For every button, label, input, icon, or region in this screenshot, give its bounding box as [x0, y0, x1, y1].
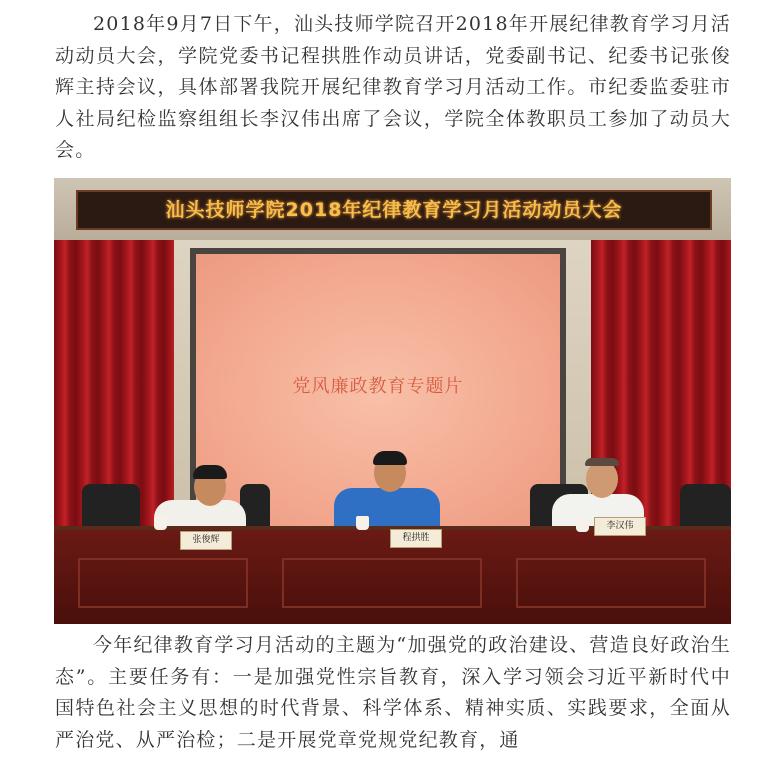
- nameplate-right: 李汉伟: [594, 517, 646, 536]
- article-paragraph-2: 今年纪律教育学习月活动的主题为“加强党的政治建设、营造良好政治生态”。主要任务有：一是加强党性宗旨教育，深入学习领会习近平新时代中国特色社会主义思想的时代背景、科学体系、精神实质、实践要求，全面从严治党、从严治检；二是开展党章党规党纪教育，通: [55, 634, 731, 751]
- screen-title: 党风廉政教育专题片: [292, 376, 464, 397]
- meeting-photo: [54, 178, 731, 624]
- nameplate-center: 程拱胜: [390, 529, 442, 548]
- chair: [680, 484, 731, 530]
- nameplate-left: 张俊辉: [180, 531, 232, 550]
- article-paragraph-1: 2018年9月7日下午，汕头技师学院召开2018年开展纪律教育学习月活动动员大会，学院党委书记程拱胜作动员讲话，党委副书记、纪委书记张俊辉主持会议，具体部署我院开展纪律教育学习月活动工作。市纪委监委驻市人社局纪检监察组组长李汉伟出席了会议，学院全体教职员工参加了动员大会。: [55, 13, 731, 161]
- meeting-banner: 汕头技师学院2018年纪律教育学习月活动动员大会: [76, 190, 712, 230]
- teacup: [356, 516, 369, 530]
- chair: [82, 484, 140, 530]
- teacup: [576, 518, 589, 532]
- teacup: [154, 516, 167, 530]
